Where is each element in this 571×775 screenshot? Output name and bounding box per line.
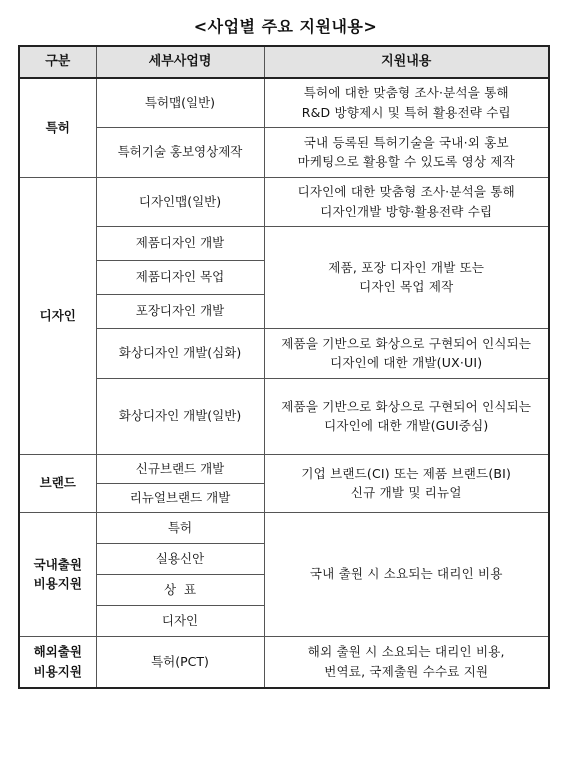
program-name: 디자인맵(일반)	[96, 177, 264, 226]
table-row	[19, 454, 549, 483]
program-name: 포장디자인 개발	[96, 294, 264, 328]
content-line: 제품을 기반으로 화상으로 구현되어 인식되는	[281, 335, 532, 351]
program-name: 특허	[96, 512, 264, 543]
program-name: 리뉴얼브랜드 개발	[96, 483, 264, 512]
program-name: 제품디자인 개발	[96, 226, 264, 260]
content-line: 국내 등록된 특허기술을 국내·외 홍보	[303, 134, 509, 150]
content-line: 마케팅으로 활용할 수 있도록 영상 제작	[297, 154, 515, 169]
content-line: 디자인에 대한 개발(GUI중심)	[324, 418, 489, 433]
content-line: 제품을 기반으로 화상으로 구현되어 인식되는	[281, 398, 532, 414]
table-row	[19, 636, 549, 688]
category-brand: 브랜드	[19, 454, 96, 512]
content-line: 디자인 목업 제작	[359, 279, 454, 294]
content-line: 번역료, 국제출원 수수료 지원	[324, 663, 489, 679]
support-content	[264, 454, 549, 512]
table-row	[19, 378, 549, 454]
category-patent: 특허	[19, 78, 96, 177]
program-name: 특허맵(일반)	[96, 78, 264, 127]
program-name: 상 표	[96, 574, 264, 605]
content-line: 디자인에 대한 개발(UX·UI)	[330, 355, 483, 370]
support-content	[264, 177, 549, 226]
program-name: 화상디자인 개발(심화)	[96, 328, 264, 378]
content-line: 제품, 포장 디자인 개발 또는	[328, 259, 485, 275]
program-name: 실용신안	[96, 543, 264, 574]
table-row	[19, 177, 549, 226]
header-category: 구분	[19, 46, 96, 78]
category-design: 디자인	[19, 177, 96, 454]
content-line: R&D 방향제시 및 특허 활용전략 수립	[301, 104, 511, 120]
table-row	[19, 78, 549, 127]
support-content	[264, 226, 549, 328]
program-name: 디자인	[96, 605, 264, 636]
content-line: 디자인에 대한 맞춤형 조사·분석을 통해	[297, 184, 515, 200]
program-name: 특허기술 홍보영상제작	[96, 127, 264, 177]
support-content	[264, 378, 549, 454]
support-content	[264, 328, 549, 378]
support-content	[264, 127, 549, 177]
table-row	[19, 512, 549, 543]
category-line: 국내출원	[33, 556, 82, 572]
header-content: 지원내용	[264, 46, 549, 78]
category-line: 비용지원	[33, 663, 82, 679]
page-title: <사업별 주요 지원내용>	[193, 17, 378, 36]
table-header-row	[19, 46, 549, 78]
table-row	[19, 328, 549, 378]
content-line: 기업 브랜드(CI) 또는 제품 브랜드(BI)	[301, 465, 512, 481]
content-line: 해외 출원 시 소요되는 대리인 비용,	[307, 644, 505, 660]
program-name: 화상디자인 개발(일반)	[96, 378, 264, 454]
content-line: 특허에 대한 맞춤형 조사·분석을 통해	[303, 85, 509, 101]
support-content: 국내 출원 시 소요되는 대리인 비용	[264, 512, 549, 636]
table-row	[19, 226, 549, 260]
category-domestic-filing	[19, 512, 96, 636]
category-overseas-filing	[19, 636, 96, 688]
program-name: 신규브랜드 개발	[96, 454, 264, 483]
category-line: 해외출원	[33, 644, 82, 660]
support-content	[264, 636, 549, 688]
support-table	[18, 45, 550, 689]
program-name: 특허(PCT)	[96, 636, 264, 688]
program-name: 제품디자인 목업	[96, 260, 264, 294]
support-content	[264, 78, 549, 127]
header-program: 세부사업명	[96, 46, 264, 78]
content-line: 신규 개발 및 리뉴얼	[350, 485, 462, 500]
content-line: 디자인개발 방향·활용전략 수립	[320, 203, 493, 219]
table-row	[19, 127, 549, 177]
category-line: 비용지원	[33, 576, 82, 591]
